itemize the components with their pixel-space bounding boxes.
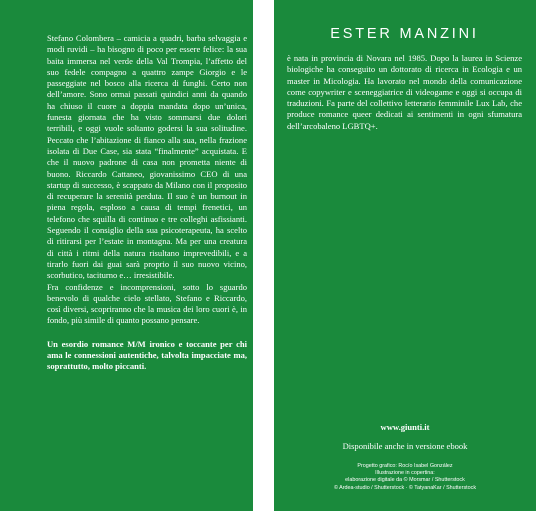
right-flap	[274, 0, 536, 511]
credit-line: elaborazione digitale da © Morsmar / Shutterstock	[345, 477, 465, 484]
ebook-availability-note: Disponibile anche in versione ebook	[342, 441, 468, 451]
credit-line: Progetto grafico: Rocío Isabel González	[357, 463, 453, 469]
credit-line: © Ardea-studio / Shutterstock · © TatyanaKar / Shutterstock	[333, 484, 477, 491]
author-name: ESTER MANZINI	[330, 26, 479, 42]
cover-credits	[274, 463, 536, 492]
author-bio: è nata in provincia di Novara nel 1985. Dopo la laurea in Scienze biologiche ha conseguito un dottorato di ricerca in Ecologia e un master in Micologia. Ha lavorato nel mondo della comunicazione come copywriter e sceneggiatrice di videogame e oggi si occupa di traduzioni. Fa parte del collettivo letterario femminile Lux Lab, che produce romance queer dedicati ai sentimenti in ogni sfumatura dell’arcobaleno LGBTQ+.	[287, 53, 522, 131]
publisher-website: www.giunti.it	[380, 422, 430, 432]
left-flap	[0, 0, 253, 511]
synopsis-paragraph-2: Fra confidenze e incomprensioni, sotto lo sguardo benevolo di qualche cielo stellato, Stefano e Riccardo, così diversi, scopriranno che la musica dei loro cuori è, in fondo, più simile di quanto possano pensare.	[47, 281, 247, 326]
synopsis-paragraph-1: Stefano Colombera – camicia a quadri, barba selvaggia e modi ruvidi – ha bisogno di poco per essere felice: la sua baita immersa nel verde della Val Trompia, l’affetto del suo fedele compagno a quattro zampe Giorgio e le passeggiate nel bosco alla ricerca di funghi. Certo non dell’amore. Sono ormai passati quindici anni da quando ha chiuso il cuore a doppia mandata dopo un’unica, funesta giornata che ha visto sommarsi due dolori terribili, e oggi vuole soltanto godersi la sua solitudine. Peccato che l’abitazione di fianco alla sua, nella frazione isolata di Due Case, sia stata “finalmente” acquistata. E che il nuovo padrone di casa non prometta niente di buono. Riccardo Cattaneo, giovanissimo CEO di una startup di successo, è scappato da Milano con il proposito di recuperare la serenità perduta. Il suo è un burnout in piena regola, esploso a causa di tempi frenetici, un telefono che squilla di continuo e tre colleghi asfissianti. Seguendo il consiglio della sua psicoterapeuta, ha scelto di ritirarsi per l’estate in montagna. Ma per una creatura di città i ritmi della natura risultano imprevedibili, e a tirarlo fuori dai guai sarà proprio il suo nuovo vicino, scorbutico, taciturno e… irresistibile.	[47, 33, 247, 281]
tagline: Un esordio romance M/M ironico e toccante per chi ama le connessioni autentiche, talvolta impacciate ma, soprattutto, molto piccanti.	[47, 338, 247, 372]
credit-line: Illustrazione in copertina:	[375, 470, 435, 477]
